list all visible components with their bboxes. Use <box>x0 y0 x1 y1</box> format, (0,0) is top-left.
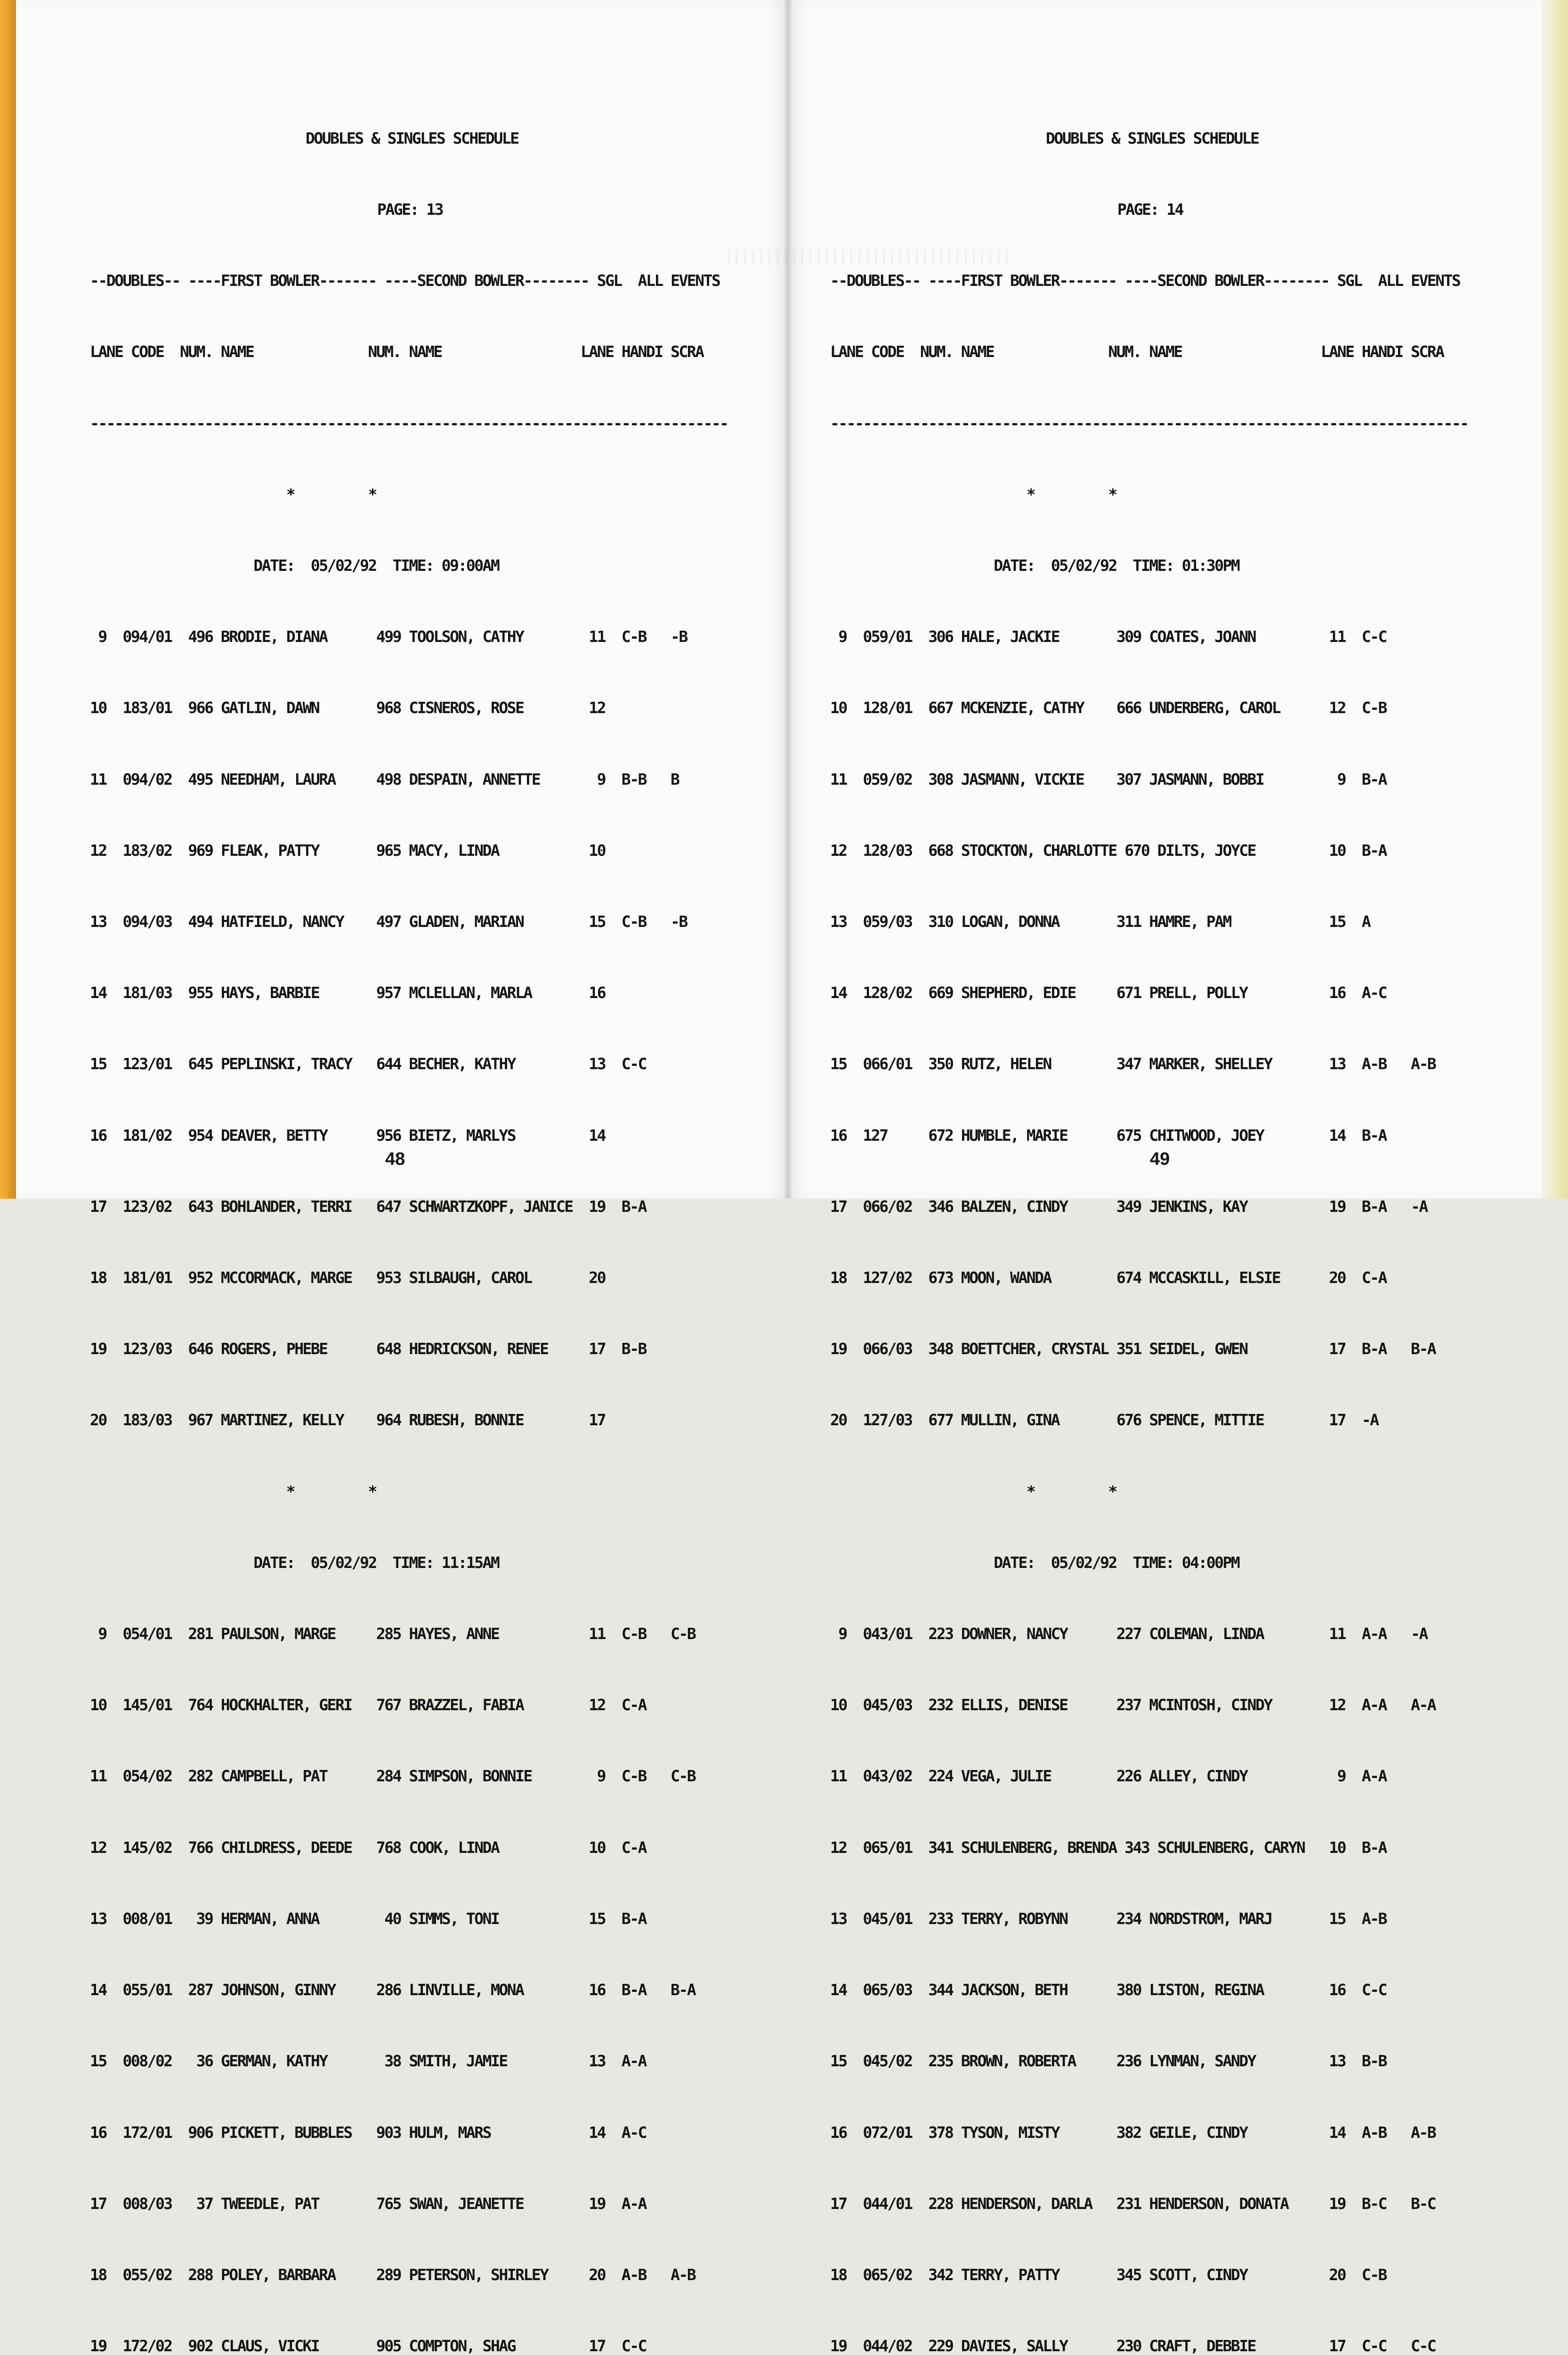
schedule-row: 9 094/01 496 BRODIE, DIANA 499 TOOLSON, CATHY 11 C-B -B <box>90 627 687 646</box>
schedule-row: 9 043/01 223 DOWNER, NANCY 227 COLEMAN, LINDA 11 A-A -A <box>830 1624 1427 1643</box>
schedule-row: 18 181/01 952 MCCORMACK, MARGE 953 SILBAUGH, CAROL 20 <box>90 1268 606 1287</box>
right-schedule <box>830 79 1468 2355</box>
schedule-row: 10 045/03 232 ELLIS, DENISE 237 MCINTOSH, CINDY 12 A-A A-A <box>830 1696 1436 1714</box>
page-number-line: PAGE: 13 <box>377 200 443 219</box>
schedule-row: 9 054/01 281 PAULSON, MARGE 285 HAYES, ANNE 11 C-B C-B <box>90 1624 695 1643</box>
schedule-row: 14 055/01 287 JOHNSON, GINNY 286 LINVILLE, MONA 16 B-A B-A <box>90 1981 695 1999</box>
schedule-row: 13 008/01 39 HERMAN, ANNA 40 SIMMS, TONI 15 B-A <box>90 1909 647 1928</box>
book-gutter <box>784 0 793 1199</box>
schedule-row: 10 145/01 764 HOCKHALTER, GERI 767 BRAZZEL, FABIA 12 C-A <box>90 1696 647 1714</box>
schedule-row: 11 059/02 308 JASMANN, VICKIE 307 JASMANN, BOBBI 9 B-A <box>830 770 1387 788</box>
schedule-row: 11 043/02 224 VEGA, JULIE 226 ALLEY, CINDY 9 A-A <box>830 1767 1387 1786</box>
schedule-row: 16 181/02 954 DEAVER, BETTY 956 BIETZ, MARLYS 14 <box>90 1126 606 1145</box>
section-marker: * * <box>90 485 376 503</box>
schedule-row: 19 044/02 229 DAVIES, SALLY 230 CRAFT, DEBBIE 17 C-C C-C <box>830 2337 1436 2355</box>
schedule-row: 13 094/03 494 HATFIELD, NANCY 497 GLADEN, MARIAN 15 C-B -B <box>90 912 687 931</box>
schedule-row: 15 045/02 235 BROWN, ROBERTA 236 LYNMAN, SANDY 13 B-B <box>830 2052 1387 2071</box>
schedule-row: 12 065/01 341 SCHULENBERG, BRENDA 343 SCHULENBERG, CARYN 10 B-A <box>830 1838 1387 1857</box>
page-folio-right: 49 <box>1150 1149 1170 1169</box>
schedule-row: 16 127 672 HUMBLE, MARIE 675 CHITWOOD, JOEY 14 B-A <box>830 1126 1387 1145</box>
page-stack-edge <box>1542 0 1568 1199</box>
column-header-2: LANE CODE NUM. NAME NUM. NAME LANE HANDI SCRA <box>90 342 703 361</box>
schedule-row: 16 072/01 378 TYSON, MISTY 382 GEILE, CINDY 14 A-B A-B <box>830 2123 1436 2142</box>
schedule-row: 12 183/02 969 FLEAK, PATTY 965 MACY, LINDA 10 <box>90 841 606 860</box>
page-folio-left: 48 <box>385 1149 405 1169</box>
schedule-row: 14 181/03 955 HAYS, BARBIE 957 MCLELLAN, MARLA 16 <box>90 983 606 1002</box>
schedule-row: 15 123/01 645 PEPLINSKI, TRACY 644 BECHER, KATHY 13 C-C <box>90 1055 647 1073</box>
section-marker: * * <box>90 1482 376 1501</box>
schedule-row: 14 065/03 344 JACKSON, BETH 380 LISTON, REGINA 16 C-C <box>830 1981 1387 1999</box>
schedule-row: 19 123/03 646 ROGERS, PHEBE 648 HEDRICKSON, RENEE 17 B-B <box>90 1340 647 1358</box>
schedule-row: 17 066/02 346 BALZEN, CINDY 349 JENKINS, KAY 19 B-A -A <box>830 1197 1427 1216</box>
schedule-row: 18 065/02 342 TERRY, PATTY 345 SCOTT, CINDY 20 C-B <box>830 2265 1387 2284</box>
column-header-1: --DOUBLES-- ----FIRST BOWLER------- ----SECOND BOWLER-------- SGL ALL EVENTS <box>830 271 1460 290</box>
schedule-row: 16 172/01 906 PICKETT, BUBBLES 903 HULM, MARS 14 A-C <box>90 2123 647 2142</box>
section-marker: * * <box>830 485 1116 503</box>
section-datetime: DATE: 05/02/92 TIME: 09:00AM <box>90 556 499 575</box>
schedule-row: 12 128/03 668 STOCKTON, CHARLOTTE 670 DILTS, JOYCE 10 B-A <box>830 841 1387 860</box>
schedule-title: DOUBLES & SINGLES SCHEDULE <box>306 129 518 147</box>
page-number-line: PAGE: 14 <box>1117 200 1183 219</box>
schedule-row: 15 008/02 36 GERMAN, KATHY 38 SMITH, JAMIE 13 A-A <box>90 2052 647 2071</box>
left-schedule <box>90 79 728 2355</box>
schedule-row: 17 044/01 228 HENDERSON, DARLA 231 HENDERSON, DONATA 19 B-C B-C <box>830 2194 1436 2213</box>
book-spine-edge <box>0 0 16 1199</box>
schedule-row: 13 045/01 233 TERRY, ROBYNN 234 NORDSTROM, MARJ 15 A-B <box>830 1909 1387 1928</box>
schedule-row: 20 127/03 677 MULLIN, GINA 676 SPENCE, MITTIE 17 -A <box>830 1411 1378 1429</box>
schedule-row: 14 128/02 669 SHEPHERD, EDIE 671 PRELL, POLLY 16 A-C <box>830 983 1387 1002</box>
schedule-row: 17 008/03 37 TWEEDLE, PAT 765 SWAN, JEANETTE 19 A-A <box>90 2194 647 2213</box>
schedule-row: 17 123/02 643 BOHLANDER, TERRI 647 SCHWARTZKOPF, JANICE 19 B-A <box>90 1197 647 1216</box>
schedule-row: 9 059/01 306 HALE, JACKIE 309 COATES, JOANN 11 C-C <box>830 627 1387 646</box>
column-header-1: --DOUBLES-- ----FIRST BOWLER------- ----SECOND BOWLER-------- SGL ALL EVENTS <box>90 271 720 290</box>
schedule-row: 10 128/01 667 MCKENZIE, CATHY 666 UNDERBERG, CAROL 12 C-B <box>830 698 1387 717</box>
schedule-row: 19 066/03 348 BOETTCHER, CRYSTAL 351 SEIDEL, GWEN 17 B-A B-A <box>830 1340 1436 1358</box>
schedule-row: 10 183/01 966 GATLIN, DAWN 968 CISNEROS, ROSE 12 <box>90 698 606 717</box>
schedule-row: 11 094/02 495 NEEDHAM, LAURA 498 DESPAIN, ANNETTE 9 B-B B <box>90 770 679 788</box>
schedule-row: 13 059/03 310 LOGAN, DONNA 311 HAMRE, PAM 15 A <box>830 912 1370 931</box>
header-rule: ------------------------------------------------------------------------------ <box>90 414 728 432</box>
schedule-row: 20 183/03 967 MARTINEZ, KELLY 964 RUBESH, BONNIE 17 <box>90 1411 606 1429</box>
section-datetime: DATE: 05/02/92 TIME: 04:00PM <box>830 1553 1239 1572</box>
schedule-row: 18 055/02 288 POLEY, BARBARA 289 PETERSON, SHIRLEY 20 A-B A-B <box>90 2265 695 2284</box>
column-header-2: LANE CODE NUM. NAME NUM. NAME LANE HANDI SCRA <box>830 342 1444 361</box>
header-rule: ------------------------------------------------------------------------------ <box>830 414 1468 432</box>
section-datetime: DATE: 05/02/92 TIME: 01:30PM <box>830 556 1239 575</box>
schedule-row: 18 127/02 673 MOON, WANDA 674 MCCASKILL, ELSIE 20 C-A <box>830 1268 1387 1287</box>
section-marker: * * <box>830 1482 1116 1501</box>
schedule-title: DOUBLES & SINGLES SCHEDULE <box>1046 129 1259 147</box>
schedule-row: 15 066/01 350 RUTZ, HELEN 347 MARKER, SHELLEY 13 A-B A-B <box>830 1055 1436 1073</box>
schedule-row: 11 054/02 282 CAMPBELL, PAT 284 SIMPSON, BONNIE 9 C-B C-B <box>90 1767 695 1786</box>
schedule-row: 12 145/02 766 CHILDRESS, DEEDE 768 COOK, LINDA 10 C-A <box>90 1838 647 1857</box>
schedule-row: 19 172/02 902 CLAUS, VICKI 905 COMPTON, SHAG 17 C-C <box>90 2337 647 2355</box>
section-datetime: DATE: 05/02/92 TIME: 11:15AM <box>90 1553 499 1572</box>
